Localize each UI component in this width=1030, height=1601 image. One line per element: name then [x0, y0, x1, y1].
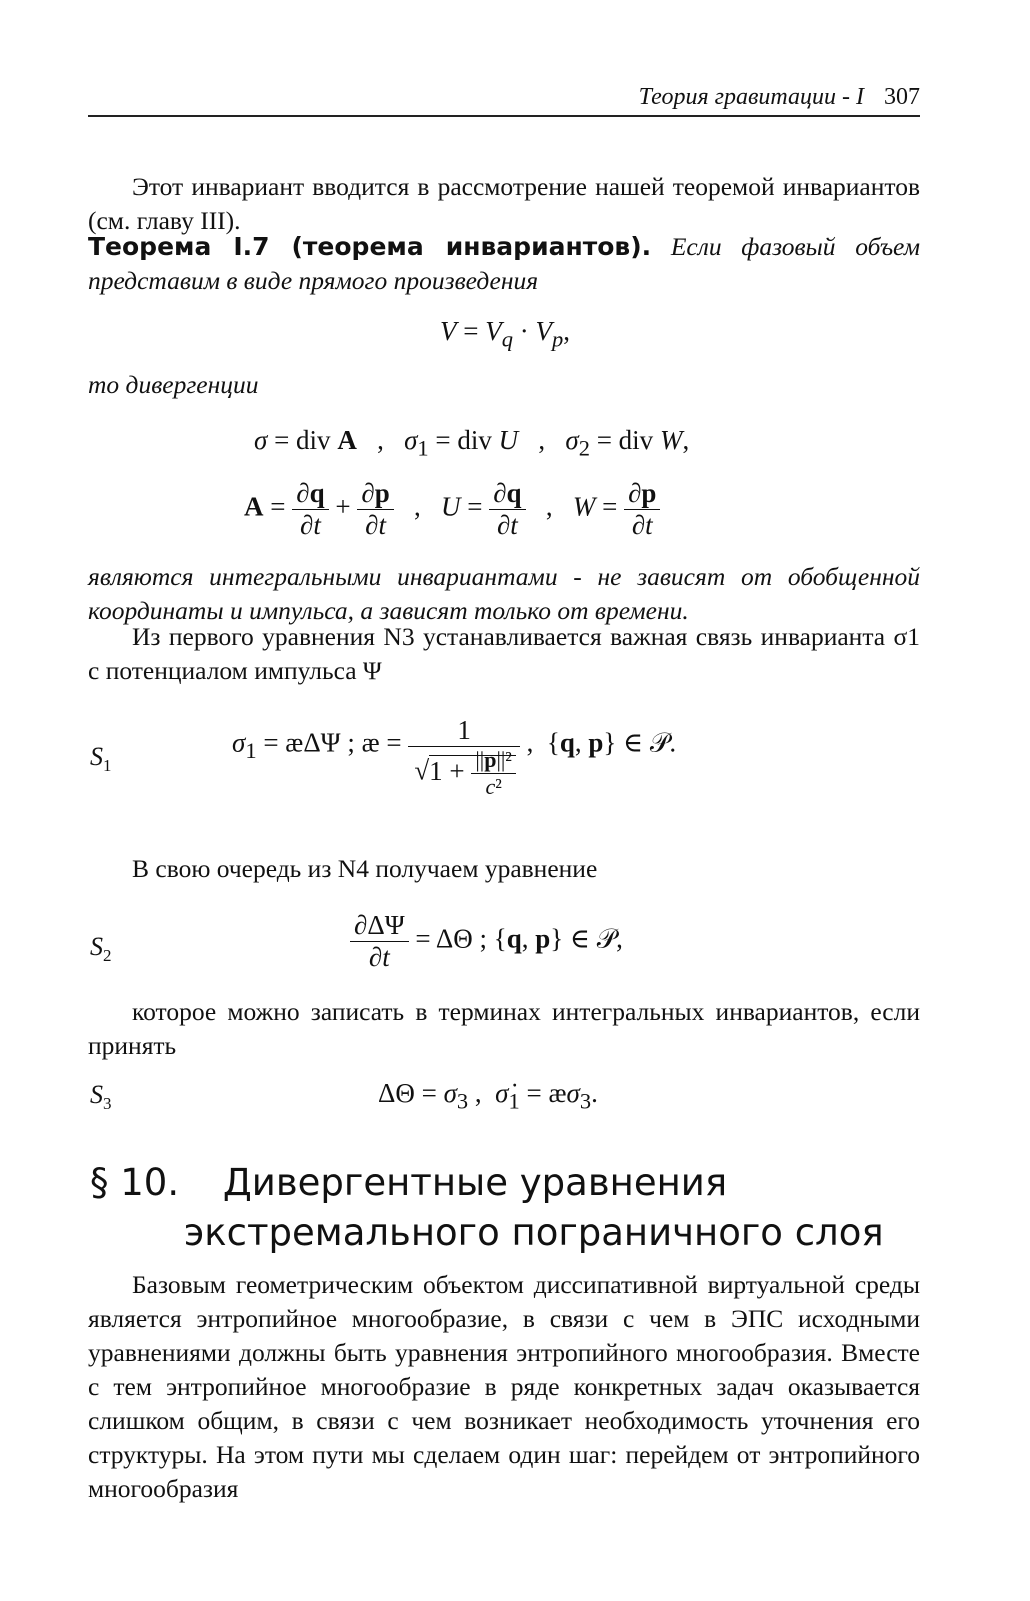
running-head-title: Теория гравитации - I	[638, 84, 864, 110]
paragraph-n4: В свою очередь из N4 получаем уравнение	[132, 854, 598, 883]
then-divergence-text: то дивергенции	[88, 370, 259, 399]
equation-tag-s3: $S_3$	[90, 1080, 112, 1114]
section-title-line2: экстремального пограничного слоя	[184, 1211, 884, 1254]
header-rule	[88, 115, 920, 117]
equation-s3: $\Delta\Theta = \sigma_3$ , $\sigmȧ_1$ = $æ\sigma_3$.	[378, 1078, 598, 1114]
equation-v: $V = V_q \cdot V_p$,	[440, 316, 570, 352]
running-head	[88, 84, 920, 114]
equation-tag-s2: $S_2$	[90, 932, 112, 966]
section-heading	[90, 1158, 922, 1254]
theorem-block	[88, 230, 920, 298]
equation-field-definitions: A = $\frac{\partial q}{\partial t}$ + $\frac{\partial p}{\partial t}$ , U = $\frac{\partial q}{\partial t}$ , W = $\frac{\partial p}{\partial t}$	[244, 478, 660, 541]
theorem-statement: Если фазовый объем представим в виде прямого произведения	[88, 232, 921, 295]
paragraph-integral-terms: которое можно записать в терминах интегральных инвариантов, если принять	[88, 997, 920, 1060]
paragraph-sigma1-relation: Из первого уравнения N3 устанавливается важная связь инварианта σ1 с потенциалом импульса Ψ	[88, 622, 920, 685]
equation-tag-s1: $S_1$	[90, 742, 112, 776]
theorem-label: Теорема I.7 (теорема инвариантов).	[88, 232, 652, 261]
equation-s2: $\frac{\partial\Delta\Psi}{\partial t}$ = ΔΘ ; {q, p} ∈ 𝒫,	[350, 910, 623, 973]
paragraph-intro: Этот инвариант вводится в рассмотрение нашей теоремой инвариантов (см. главу III).	[88, 172, 920, 235]
theorem-conclusion: являются интегральными инвариантами - не зависят от обобщенной координаты и импульса, а зависят только от времени.	[88, 562, 920, 625]
section-title-line1: Дивергентные уравнения	[222, 1161, 728, 1204]
page-number: 307	[884, 84, 920, 110]
equation-divergences: σ = div A , $\sigma_1$ = div U , $\sigma_2$ = div W,	[254, 425, 690, 461]
section-number: § 10.	[90, 1161, 180, 1204]
paragraph-entropy-manifold: Базовым геометрическим объектом диссипативной виртуальной среды является энтропийное многообразие, в связи с чем в ЭПС исходными уравнениями должны быть уравнения энтропийного многообразия. Вместе с тем энтропийное многообразие в ряде конкретных задач оказывается слишком общим, в связи с чем возникает необходимость уточнения его структуры. На этом пути мы сделаем один шаг: перейдем от энтропийного многообразия	[88, 1270, 920, 1503]
equation-s1: $\sigma_1$ = æΔΨ ; æ = 1 √1 + $\frac{\text{||p||²}}{\text{c²}}$ , {q, p} ∈ 𝒫.	[232, 715, 677, 799]
